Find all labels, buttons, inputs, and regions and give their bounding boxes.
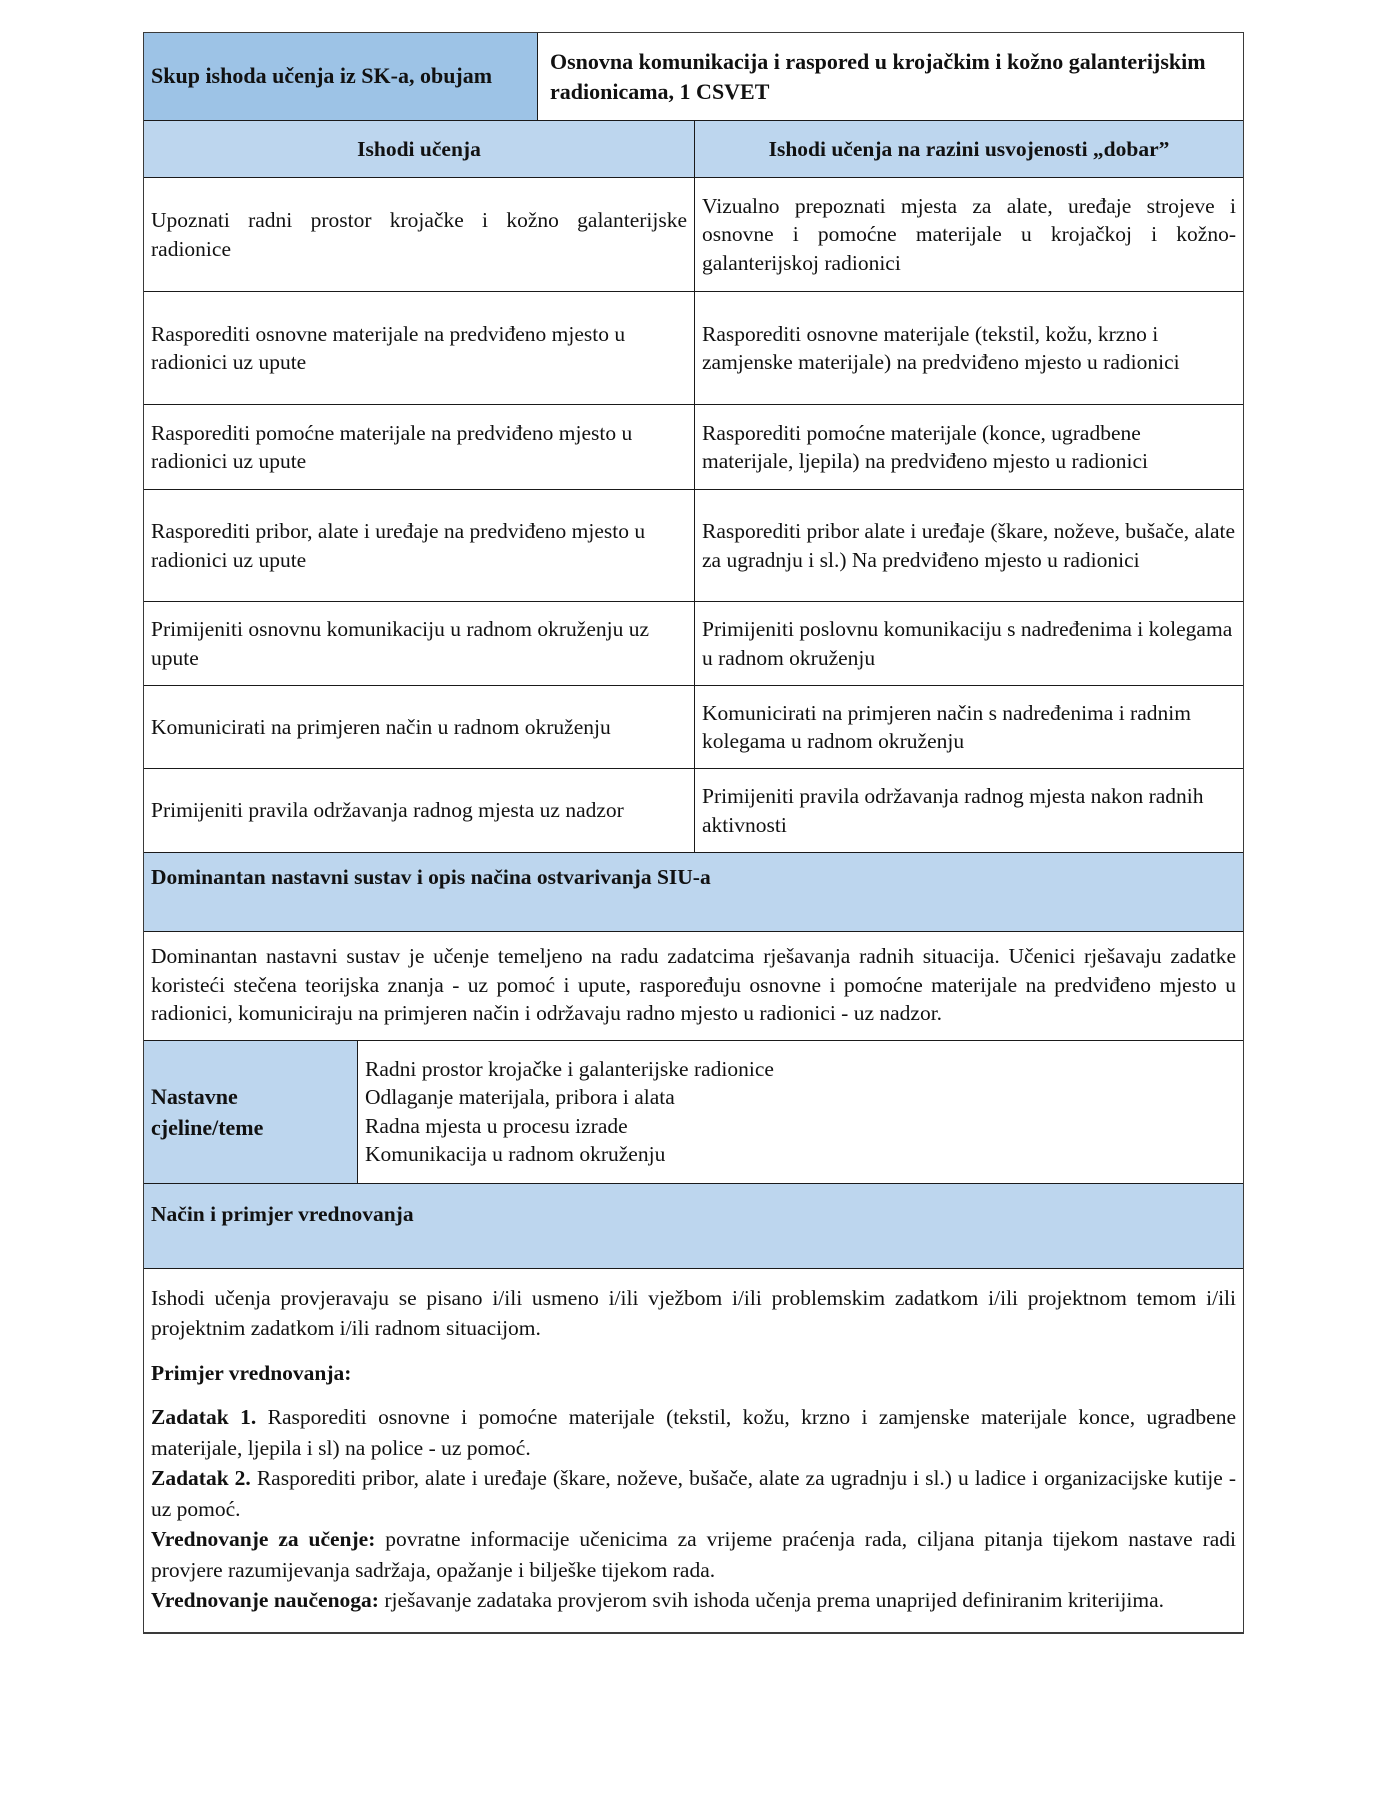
col-header-good-level: Ishodi učenja na razini usvojenosti „dobar”	[694, 121, 1243, 177]
evaluation-heading: Način i primjer vrednovanja	[151, 1201, 414, 1226]
outcome-cell: Primijeniti osnovnu komunikaciju u radnom okruženju uz upute	[151, 617, 650, 670]
col-header-outcomes: Ishodi učenja	[357, 136, 481, 161]
table-row	[144, 686, 1243, 769]
table-row	[144, 405, 1243, 490]
summative-evaluation	[151, 1585, 1236, 1616]
topic-item: Radni prostor krojačke i galanterijske radionice	[365, 1056, 774, 1081]
title-row	[144, 33, 1243, 121]
table-row	[144, 178, 1243, 292]
evaluation-content	[144, 1269, 1243, 1632]
summative-label: Vrednovanje naučenoga:	[151, 1588, 379, 1612]
topics-list	[365, 1055, 774, 1169]
outcome-cell: Rasporediti pribor, alate i uređaje na predviđeno mjesto u radionici uz upute	[151, 519, 646, 572]
learning-outcomes-document	[143, 32, 1244, 1634]
formative-text: povratne informacije učenicima za vrijeme praćenja rada, ciljana pitanja tijekom nastave radi provjere razumijevanja sadržaja, opažanje i bilješke tijekom rada.	[151, 1527, 1236, 1582]
task-1-text: Rasporediti osnovne i pomoćne materijale (tekstil, kožu, krzno i zamjenske materijale konce, ugradbene materijale, ljepila i sl) na police - uz pomoć.	[151, 1405, 1237, 1460]
good-level-cell: Rasporediti pribor alate i uređaje (škare, noževe, bušače, alate za ugradnju i sl.) Na predviđeno mjesto u radionici	[694, 490, 1243, 601]
summative-text: rješavanje zadataka provjerom svih ishoda učenja prema unaprijed definiranim kriterijima.	[378, 1588, 1164, 1612]
teaching-system-heading: Dominantan nastavni sustav i opis načina ostvarivanja SIU-a	[151, 865, 711, 889]
outcome-cell: Upoznati radni prostor krojačke i kožno galanterijske radionice	[151, 208, 687, 261]
column-headers	[144, 121, 1243, 178]
task-1-label: Zadatak 1.	[151, 1405, 257, 1429]
table-row	[144, 490, 1243, 602]
good-level-cell: Komunicirati na primjeren način s nadređenima i radnim kolegama u radnom okruženju	[694, 686, 1243, 768]
good-level-cell: Vizualno prepoznati mjesta za alate, uređaje strojeve i osnovne i pomoćne materijale u krojačkoj i kožno-galanterijskoj radionici	[694, 178, 1243, 291]
topics-row	[144, 1041, 1243, 1184]
task-2-text: Rasporediti pribor, alate i uređaje (škare, noževe, bušače, alate za ugradnju i sl.) u ladice i organizacijske kutije - uz pomoć.	[151, 1466, 1236, 1521]
task-2-label: Zadatak 2.	[151, 1466, 251, 1490]
topic-item: Komunikacija u radnom okruženju	[365, 1142, 666, 1166]
outcome-set-label: Skup ishoda učenja iz SK-a, obujam	[144, 33, 537, 120]
topic-item: Radna mjesta u procesu izrade	[365, 1113, 628, 1138]
outcome-cell: Primijeniti pravila održavanja radnog mjesta uz nadzor	[151, 798, 624, 823]
table-row	[144, 602, 1243, 686]
task-1	[151, 1402, 1236, 1463]
good-level-cell: Primijeniti poslovnu komunikaciju s nadređenima i kolegama u radnom okruženju	[694, 602, 1243, 685]
formative-label: Vrednovanje za učenje:	[151, 1527, 376, 1551]
table-row	[144, 292, 1243, 405]
good-level-cell: Rasporediti pomoćne materijale (konce, ugradbene materijale, ljepila) na predviđeno mjesto u radionici	[694, 405, 1243, 489]
evaluation-content-row	[144, 1269, 1243, 1632]
good-level-cell: Primijeniti pravila održavanja radnog mjesta nakon radnih aktivnosti	[694, 769, 1243, 852]
evaluation-header-row	[144, 1184, 1243, 1269]
good-level-cell: Rasporediti osnovne materijale (tekstil, kožu, krzno i zamjenske materijale) na predviđeno mjesto u radionici	[694, 292, 1243, 404]
formative-evaluation	[151, 1524, 1236, 1585]
topic-item: Odlaganje materijala, pribora i alata	[365, 1085, 675, 1109]
table-row	[144, 769, 1243, 853]
teaching-system-description-row	[144, 932, 1243, 1041]
evaluation-intro: Ishodi učenja provjeravaju se pisano i/ili usmeno i/ili vježbom i/ili problemskim zadatkom i/ili projektnom temom i/ili projektnim zadatkom i/ili radnom situacijom.	[151, 1285, 1236, 1340]
topics-label: Nastavne cjeline/teme	[144, 1041, 357, 1183]
outcome-cell: Rasporediti pomoćne materijale na predviđeno mjesto u radionici uz upute	[151, 420, 633, 473]
teaching-system-description: Dominantan nastavni sustav je učenje temeljeno na radu zadatcima rješavanja radnih situacija. Učenici rješavaju zadatke koristeći stečena teorijska znanja - uz pomoć i upute, raspoređuju osnovne i pomoćne materijale na predviđeno mjesto u radionici, komuniciraju na primjeren način i održavaju radno mjesto u radionici - uz nadzor.	[151, 944, 1236, 1025]
outcome-cell: Rasporediti osnovne materijale na predviđeno mjesto u radionici uz upute	[151, 321, 626, 374]
outcome-set-title: Osnovna komunikacija i raspored u krojačkim i kožno galanterijskim radionicama, 1 CSVET	[537, 33, 1243, 120]
teaching-system-header-row	[144, 853, 1243, 932]
topics-cell	[357, 1041, 1243, 1183]
example-heading: Primjer vrednovanja:	[151, 1360, 352, 1385]
outcome-cell: Komunicirati na primjeren način u radnom okruženju	[151, 714, 611, 739]
task-2	[151, 1463, 1236, 1524]
